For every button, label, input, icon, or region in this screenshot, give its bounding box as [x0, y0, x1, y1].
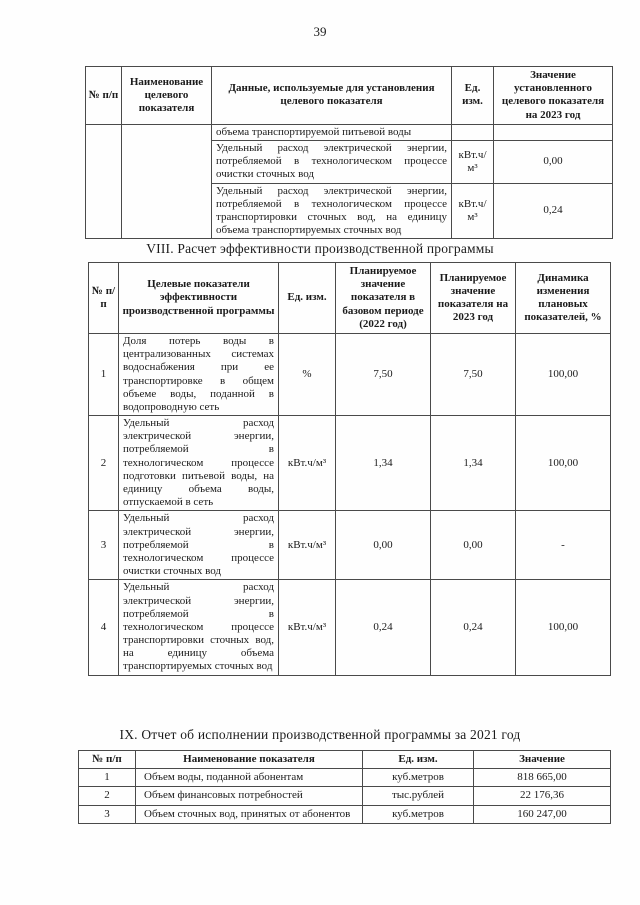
table-cell: 0,00	[336, 511, 431, 580]
header-row	[79, 751, 611, 769]
table-cell: тыс.рублей	[363, 787, 474, 805]
table-cell: 7,50	[431, 333, 516, 415]
table-cell: Удельный расход электрической энергии, потребляемой в технологическом процессе транспортировки сточных вод, на единицу объема транспортируемых сточных вод	[212, 183, 452, 239]
table-cell	[86, 124, 122, 239]
table-cell: 2	[79, 787, 136, 805]
table-row	[89, 333, 611, 415]
table-cell: кВт.ч/м³	[279, 416, 336, 511]
table-cell: 2	[89, 416, 119, 511]
table-cell: 100,00	[516, 416, 611, 511]
table-cell: 1,34	[336, 416, 431, 511]
column-header: № п/п	[86, 67, 122, 125]
table-cell: 1	[89, 333, 119, 415]
table-cell: 100,00	[516, 580, 611, 675]
table-cell: 22 176,36	[474, 787, 611, 805]
table-body	[86, 124, 613, 239]
table-cell: 1,34	[431, 416, 516, 511]
header-row	[86, 67, 613, 125]
section-viii-title: VIII. Расчет эффективности производственной программы	[146, 241, 494, 256]
table-cell: Объем сточных вод, принятых от абонентов	[136, 805, 363, 823]
column-header: Планируемое значение показателя в базовом периоде (2022 год)	[336, 263, 431, 334]
column-header: Динамика изменения плановых показателей, %	[516, 263, 611, 334]
table-cell: Удельный расход электрической энергии, потребляемой в технологическом процессе очистки сточных вод	[119, 511, 279, 580]
table-cell: Объем финансовых потребностей	[136, 787, 363, 805]
column-header: Ед. изм.	[279, 263, 336, 334]
table-cell	[452, 124, 494, 140]
table-cell: 4	[89, 580, 119, 675]
table-cell: Удельный расход электрической энергии, потребляемой в технологическом процессе транспортировки сточных вод, на единицу объема транспортируемых сточных вод	[119, 580, 279, 675]
table-cell: кВт.ч/м³	[279, 580, 336, 675]
table-cell: кВт.ч/м³	[452, 140, 494, 183]
efficiency-calculation-table	[88, 262, 611, 676]
table-cell: 0,00	[431, 511, 516, 580]
table-cell: 0,24	[494, 183, 613, 239]
table-row	[79, 787, 611, 805]
table-cell	[122, 124, 212, 239]
table-cell: 0,24	[431, 580, 516, 675]
column-header: № п/п	[89, 263, 119, 334]
target-indicators-table	[85, 66, 613, 239]
table-cell: кВт.ч/м³	[279, 511, 336, 580]
table-header	[79, 751, 611, 769]
table-cell: Доля потерь воды в централизованных системах водоснабжения при ее транспортировке в общем объеме воды, поданной в водопроводную сеть	[119, 333, 279, 415]
table-cell: Объем воды, поданной абонентам	[136, 769, 363, 787]
table-row	[89, 511, 611, 580]
table-body	[89, 333, 611, 675]
table-cell: Удельный расход электрической энергии, потребляемой в технологическом процессе очистки сточных вод	[212, 140, 452, 183]
table-cell: 3	[89, 511, 119, 580]
table-cell: 0,24	[336, 580, 431, 675]
table-cell: 1	[79, 769, 136, 787]
table-row	[86, 124, 613, 140]
program-execution-report-table	[78, 750, 611, 824]
column-header: Значение	[474, 751, 611, 769]
column-header: Ед. изм.	[452, 67, 494, 125]
table-cell: куб.метров	[363, 805, 474, 823]
table-row	[89, 580, 611, 675]
column-header: Планируемое значение показателя на 2023 год	[431, 263, 516, 334]
table-cell	[494, 124, 613, 140]
table-header	[86, 67, 613, 125]
table-row	[89, 416, 611, 511]
section-ix-title: IX. Отчет об исполнении производственной программы за 2021 год	[119, 727, 521, 742]
table-cell: куб.метров	[363, 769, 474, 787]
column-header: Значение установленного целевого показателя на 2023 год	[494, 67, 613, 125]
table-cell: 3	[79, 805, 136, 823]
table-cell: -	[516, 511, 611, 580]
table-cell: 818 665,00	[474, 769, 611, 787]
page-number: 39	[313, 24, 327, 39]
column-header: Ед. изм.	[363, 751, 474, 769]
table-cell: 7,50	[336, 333, 431, 415]
table-cell: %	[279, 333, 336, 415]
column-header: Наименование показателя	[136, 751, 363, 769]
table-header	[89, 263, 611, 334]
table-row	[79, 805, 611, 823]
table-cell: 100,00	[516, 333, 611, 415]
table-body	[79, 769, 611, 824]
column-header: Целевые показатели эффективности производственной программы	[119, 263, 279, 334]
table-cell: 0,00	[494, 140, 613, 183]
column-header: Данные, используемые для установления целевого показателя	[212, 67, 452, 125]
table-cell: Удельный расход электрической энергии, потребляемой в технологическом процессе подготовки питьевой воды, на единицу объема воды, отпускаемой в сеть	[119, 416, 279, 511]
column-header: № п/п	[79, 751, 136, 769]
table-row	[79, 769, 611, 787]
table-cell: кВт.ч/м³	[452, 183, 494, 239]
table-cell: 160 247,00	[474, 805, 611, 823]
header-row	[89, 263, 611, 334]
column-header: Наименование целевого показателя	[122, 67, 212, 125]
table-cell: объема транспортируемой питьевой воды	[212, 124, 452, 140]
